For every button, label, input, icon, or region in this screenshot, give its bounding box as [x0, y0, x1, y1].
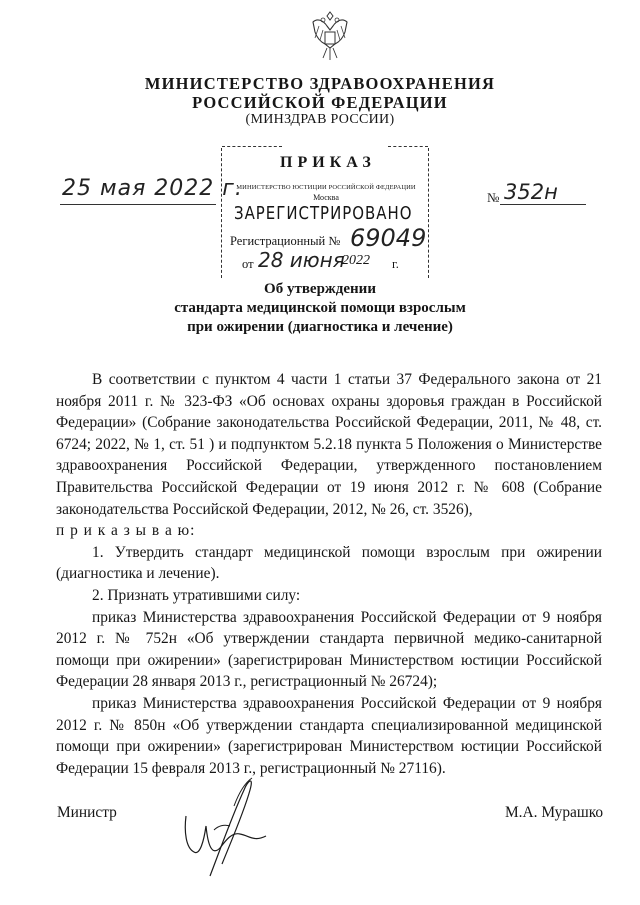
document-title-line3: при ожирении (диагностика и лечение)	[187, 319, 453, 335]
stamp-city: Москва	[313, 193, 339, 202]
item-1-paragraph: 1. Утвердить стандарт медицинской помощи взрослым при ожирении (диагностика и лечение).	[56, 543, 602, 583]
preamble-paragraph: В соответствии с пунктом 4 части 1 статьи 37 Федерального закона от 21 ноября 2011 г. № 323-ФЗ «Об основах охраны здоровья граждан в Российской Федерации» (Собрание законодательства Российской Федерации, 2011, № 48, ст. 6724; 2022, № 1, ст. 51 ) и подпунктом 5.2.18 пункта 5 Положения о Министерстве здравоохранения Российской Федерации, утвержденного постановлением Правительства Российской Федерации от 19 июня 2012 г. № 608 (Собрание законодательства Российской Федерации, 2012, № 26, ст. 3526),	[56, 371, 602, 518]
stamp-ministry-justice: МИНИСТЕРСТВО ЮСТИЦИИ РОССИЙСКОЙ ФЕДЕРАЦИИ	[236, 184, 416, 191]
signatory-position: Министр	[57, 804, 117, 821]
number-underline	[500, 204, 586, 205]
order-type-heading: ПРИКАЗ	[280, 154, 376, 171]
stamp-reg-number-label: Регистрационный №	[230, 234, 341, 248]
ministry-short-name: (МИНЗДРАВ РОССИИ)	[245, 112, 395, 127]
ministry-name-line2: РОССИЙСКОЙ ФЕДЕРАЦИИ	[192, 93, 448, 112]
stamp-date-suffix: г.	[392, 257, 399, 271]
stamp-registered: ЗАРЕГИСТРИРОВАНО	[234, 203, 413, 224]
stamp-date-year: 2022	[342, 253, 370, 268]
document-title-line2: стандарта медицинской помощи взрослым	[174, 300, 466, 316]
handwritten-signature-icon	[170, 760, 300, 900]
order-word: п р и к а з ы в а ю:	[56, 522, 196, 540]
item-2-paragraph: 2. Признать утратившими силу:	[92, 586, 301, 604]
order-number: 352н	[504, 180, 558, 204]
stamp-date-value: 28 июня	[258, 248, 345, 272]
document-title-line1: Об утверждении	[264, 281, 376, 297]
item-2b-paragraph: приказ Министерства здравоохранения Российской Федерации от 9 ноября 2012 г. № 850н «Об утверждении стандарта специализированной медицинской помощи при ожирении» (зарегистрирован Министерством юстиции Российской Федерации 15 февраля 2013 г., регистрационный № 27116).	[56, 694, 602, 777]
ministry-name-line1: МИНИСТЕРСТВО ЗДРАВООХРАНЕНИЯ	[144, 74, 496, 93]
item-2a-paragraph: приказ Министерства здравоохранения Российской Федерации от 9 ноября 2012 г. № 752н «Об утверждении стандарта первичной медико-санитарной помощи при ожирении» (зарегистрирован Министерством юстиции Российской Федерации 28 января 2013 г., регистрационный № 26724);	[56, 608, 602, 691]
coat-of-arms-icon	[305, 8, 355, 64]
document-body	[56, 369, 602, 779]
stamp-date-label: от	[242, 257, 254, 271]
order-number-label: №	[487, 190, 500, 205]
signatory-name: М.А. Мурашко	[505, 804, 604, 821]
date-underline	[60, 204, 216, 205]
order-date: 25 мая 2022 г.	[62, 176, 243, 201]
stamp-reg-number-value: 69049	[350, 224, 427, 252]
